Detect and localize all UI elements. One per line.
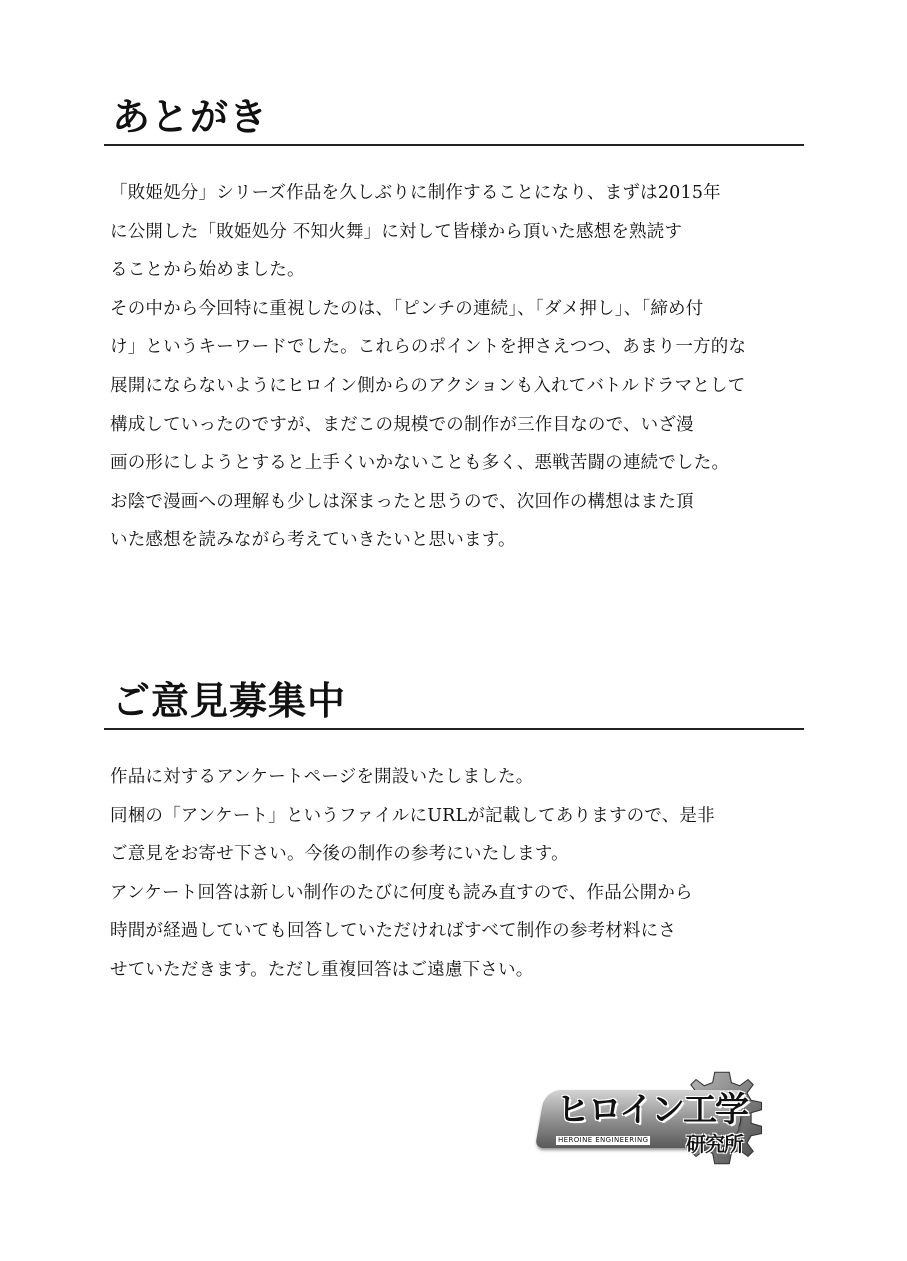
afterword-line: 画の形にしようとすると上手くいかないことも多く、悪戦苦闘の連続でした。 [110, 453, 730, 474]
afterword-body [110, 146, 804, 560]
afterword-title: あとがき [112, 94, 269, 139]
feedback-title: ご意見募集中 [112, 678, 347, 723]
feedback-line: ご意見をお寄せ下さい。今後の制作の参考にいたします。 [110, 844, 569, 865]
feedback-section [110, 678, 804, 990]
afterword-line: その中から今回特に重視したのは、「ピンチの連続」、「ダメ押し」、「締め付 [110, 298, 704, 319]
afterword-line: ることから始めました。 [110, 260, 305, 281]
afterword-section [110, 94, 804, 560]
feedback-line: 時間が経過していても回答していただければすべて制作の参考材料にさ [110, 921, 677, 942]
feedback-line: 作品に対するアンケートページを開設いたしました。 [110, 767, 534, 787]
afterword-line: 展開にならないようにヒロイン側からのアクションも入れてバトルドラマとして [110, 375, 746, 396]
circle-logo [540, 1066, 790, 1170]
feedback-line: 同梱の「アンケート」というファイルにURLが記載してありますので、是非 [110, 805, 715, 826]
afterword-line: け」というキーワードでした。これらのポイントを押さえつつ、あまり一方的な [110, 337, 747, 358]
afterword-line: お陰で漫画への理解も少しは深まったと思うので、次回作の構想はまた頂 [110, 491, 694, 512]
logo-subtitle: HEROINE ENGINEERING [558, 1136, 649, 1144]
feedback-line: アンケート回答は新しい制作のたびに何度も読み直すので、作品公開から [110, 882, 693, 903]
afterword-line: に公開した「敗姫処分 不知火舞」に対して皆様から頂いた感想を熟読す [110, 221, 683, 242]
afterword-line: いた感想を読みながら考えていきたいと思います。 [110, 530, 516, 551]
afterword-line: 「敗姫処分」シリーズ作品を久しぶりに制作することになり、まずは2015年 [110, 183, 721, 203]
feedback-body [110, 730, 804, 990]
logo-kanji: 研究所 [686, 1132, 743, 1156]
afterword-line: 構成していったのですが、まだこの規模での制作が三作目なので、いざ漫 [110, 414, 694, 435]
logo-name: ヒロイン工学 [556, 1090, 747, 1130]
feedback-line: せていただきます。ただし重複回答はご遠慮下さい。 [110, 959, 534, 980]
